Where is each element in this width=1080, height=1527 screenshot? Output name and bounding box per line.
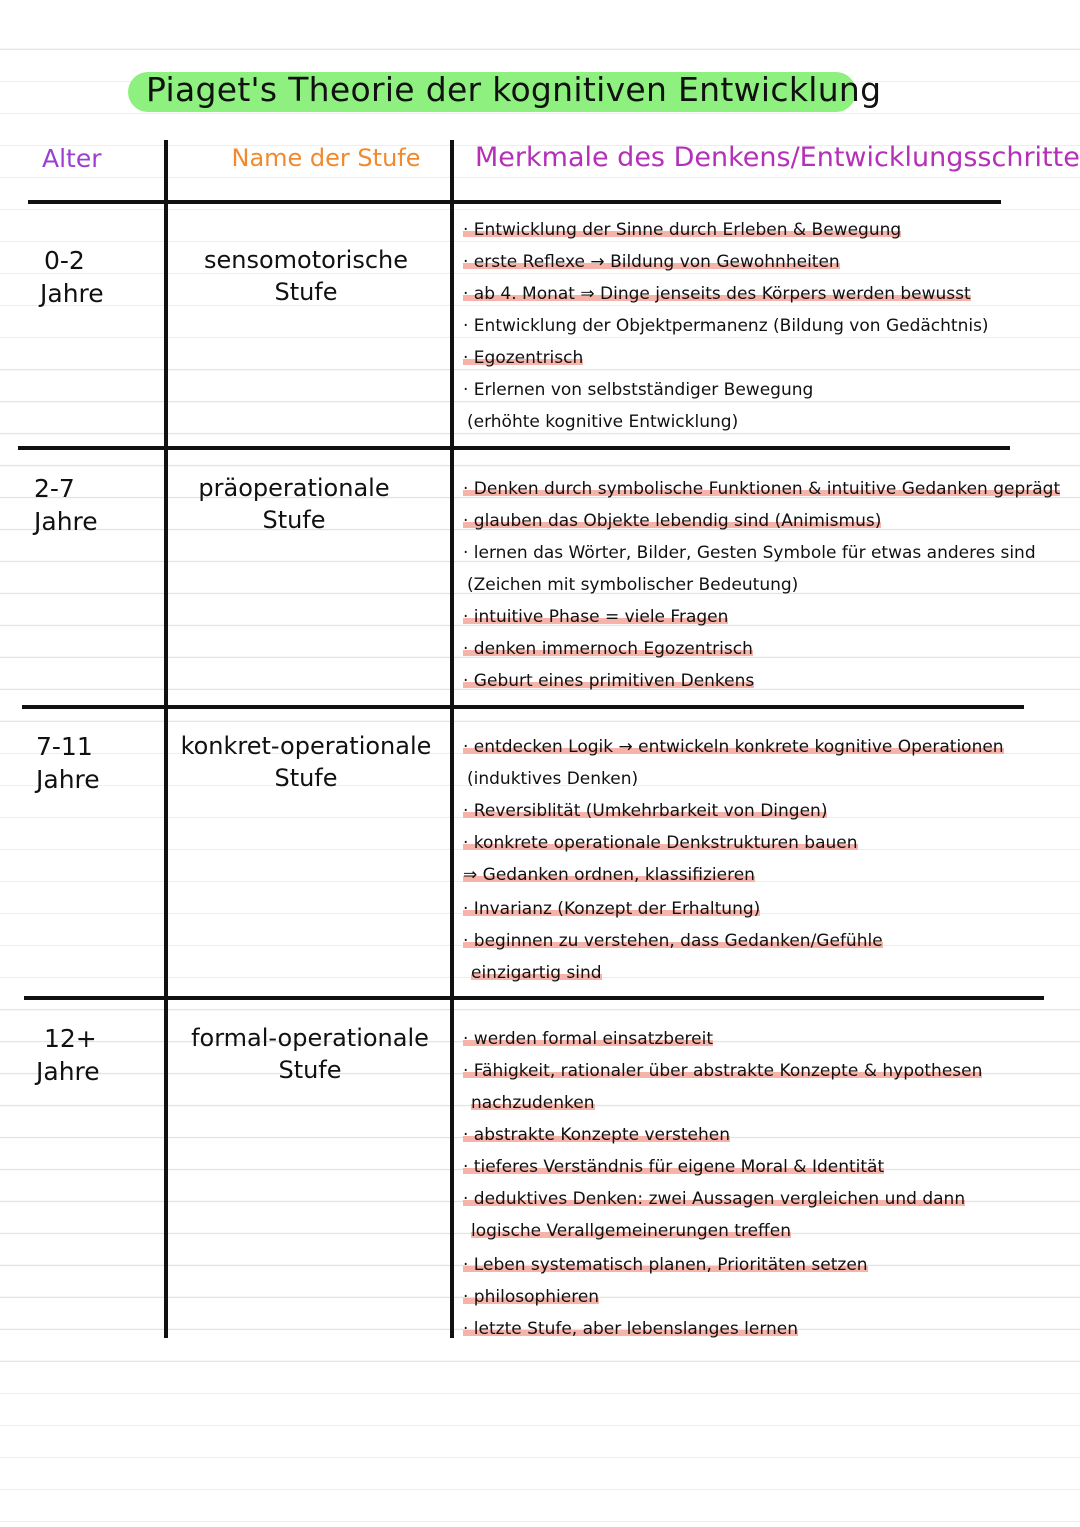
- header-features: Merkmale des Denkens/Entwicklungsschritte: [475, 142, 1080, 173]
- list-item: · denken immernoch Egozentrisch: [463, 639, 753, 659]
- list-item: · letzte Stufe, aber lebenslanges lernen: [463, 1319, 799, 1339]
- list-item: · Geburt eines primitiven Denkens: [463, 671, 755, 691]
- list-item: · entdecken Logik → entwickeln konkrete kognitive Operationen: [463, 737, 1004, 757]
- list-item: · Invarianz (Konzept der Erhaltung): [463, 899, 761, 919]
- list-item: (induktives Denken): [467, 769, 639, 789]
- stage-name-cell: [176, 730, 436, 794]
- title-block: [128, 68, 882, 114]
- row-divider-header: [28, 200, 1001, 204]
- age-range: 12+: [44, 1024, 97, 1053]
- list-item: · intuitive Phase = viele Fragen: [463, 607, 729, 627]
- list-item: · konkrete operationale Denkstrukturen bauen: [463, 833, 858, 853]
- list-item: · Egozentrisch: [463, 348, 584, 368]
- list-item: · abstrakte Konzepte verstehen: [463, 1125, 730, 1145]
- age-cell: [40, 244, 104, 310]
- row-divider-2: [22, 705, 1024, 709]
- list-item: · Entwicklung der Sinne durch Erleben & Bewegung: [463, 220, 902, 240]
- age-unit: Jahre: [36, 1057, 100, 1086]
- list-item: · erste Reflexe → Bildung von Gewohnheiten: [463, 252, 840, 272]
- stage-name-cell: [180, 1022, 440, 1086]
- list-item: · Entwicklung der Objektpermanenz (Bildung von Gedächtnis): [463, 316, 989, 336]
- age-unit: Jahre: [36, 765, 100, 794]
- stage-name-cell: [164, 472, 424, 536]
- stage-name: sensomotorische: [203, 246, 409, 274]
- list-item: · Fähigkeit, rationaler über abstrakte Konzepte & hypothesen: [463, 1061, 983, 1081]
- page-title: Piaget's Theorie der kognitiven Entwicklung: [146, 70, 882, 109]
- list-item: · lernen das Wörter, Bilder, Gesten Symbole für etwas anderes sind: [463, 543, 1036, 563]
- header-stage: Name der Stufe: [231, 144, 421, 172]
- age-cell: [34, 472, 98, 538]
- age-cell: [36, 1022, 100, 1088]
- row-divider-3: [24, 996, 1044, 1000]
- list-item: ⇒ Gedanken ordnen, klassifizieren: [463, 865, 755, 885]
- stage-name: präoperationale: [198, 474, 390, 502]
- age-unit: Jahre: [34, 507, 98, 536]
- stage-label: Stufe: [262, 506, 326, 534]
- list-item: · ab 4. Monat ⇒ Dinge jenseits des Körpers werden bewusst: [463, 284, 971, 304]
- list-item: · beginnen zu verstehen, dass Gedanken/Gefühle: [463, 931, 883, 951]
- header-age: Alter: [42, 144, 102, 173]
- age-range: 7-11: [36, 732, 93, 761]
- age-range: 0-2: [44, 246, 85, 275]
- stage-label: Stufe: [278, 1056, 342, 1084]
- list-item: nachzudenken: [471, 1093, 595, 1113]
- stage-name: formal-operationale: [191, 1024, 429, 1052]
- list-item: · Denken durch symbolische Funktionen & intuitive Gedanken geprägt: [463, 479, 1061, 499]
- list-item: (Zeichen mit symbolischer Bedeutung): [467, 575, 799, 595]
- age-range: 2-7: [34, 474, 75, 503]
- list-item: (erhöhte kognitive Entwicklung): [467, 412, 739, 432]
- stage-label: Stufe: [274, 278, 338, 306]
- list-item: · Erlernen von selbstständiger Bewegung: [463, 380, 814, 400]
- age-unit: Jahre: [40, 279, 104, 308]
- list-item: · philosophieren: [463, 1287, 600, 1307]
- list-item: logische Verallgemeinerungen treffen: [471, 1221, 791, 1241]
- list-item: · werden formal einsatzbereit: [463, 1029, 714, 1049]
- stage-name: konkret-operationale: [180, 732, 432, 760]
- list-item: · tieferes Verständnis für eigene Moral & Identität: [463, 1157, 885, 1177]
- list-item: · Reversiblität (Umkehrbarkeit von Dingen): [463, 801, 828, 821]
- list-item: · deduktives Denken: zwei Aussagen vergleichen und dann: [463, 1189, 966, 1209]
- list-item: · glauben das Objekte lebendig sind (Animismus): [463, 511, 882, 531]
- list-item: einzigartig sind: [471, 963, 602, 983]
- stage-name-cell: [176, 244, 436, 308]
- age-cell: [36, 730, 100, 796]
- stage-label: Stufe: [274, 764, 338, 792]
- column-divider-2: [450, 140, 454, 1338]
- list-item: · Leben systematisch planen, Prioritäten setzen: [463, 1255, 868, 1275]
- row-divider-1: [18, 446, 1010, 450]
- column-divider-1: [164, 140, 168, 1338]
